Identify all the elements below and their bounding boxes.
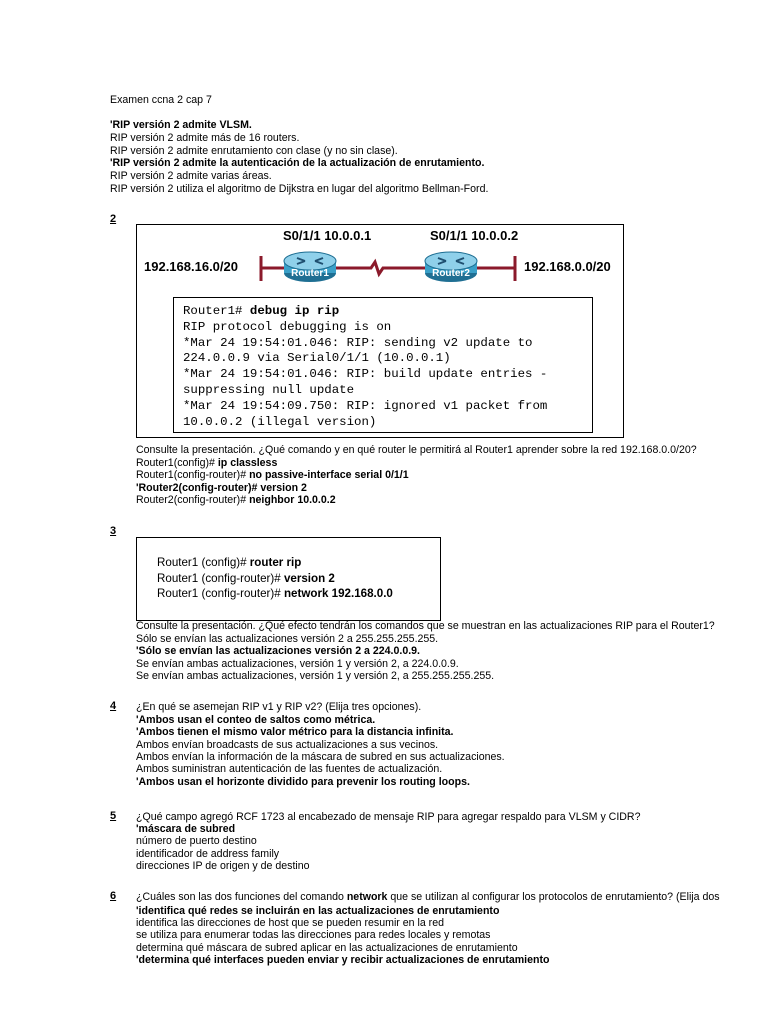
answer-option: Ambos suministran autenticación de las fuentes de actualización. <box>136 763 443 776</box>
answer-option: RIP versión 2 admite más de 16 routers. <box>110 131 300 144</box>
answer-option: RIP versión 2 admite enrutamiento con clase (y no sin clase). <box>110 144 398 157</box>
console-line: RIP protocol debugging is on <box>183 319 392 334</box>
right-network-label: 192.168.0.0/20 <box>524 259 611 274</box>
question-5-text: ¿Qué campo agregó RCF 1723 al encabezado de mensaje RIP para agregar respaldo para VLSM y CIDR? <box>136 811 641 823</box>
console-line: *Mar 24 19:54:01.046: RIP: sending v2 update to <box>183 335 533 350</box>
answer-option: número de puerto destino <box>136 835 257 848</box>
answer-option: 'identifica qué redes se incluirán en las actualizaciones de enrutamiento <box>136 905 500 917</box>
answer-option: 'determina qué interfaces pueden enviar y recibir actualizaciones de enrutamiento <box>136 953 550 966</box>
router2-interface-label: S0/1/1 10.0.0.2 <box>430 228 519 243</box>
answer-option: 'Router2(config-router)# version 2 <box>136 481 307 494</box>
answer-option: 'Sólo se envían las actualizaciones versión 2 a 224.0.0.9. <box>136 645 421 658</box>
console-line: Router1 (config)# router rip <box>157 556 302 569</box>
console-line: suppressing null update <box>183 382 355 397</box>
console-line: Router1 (config-router)# network 192.168.0.0 <box>157 587 393 600</box>
answer-option: Router1(config-router)# no passive-interface serial 0/1/1 <box>136 469 409 482</box>
question-6-text: ¿Cuáles son las dos funciones del comando network que se utilizan al configurar los protocolos de enrutamiento? (Elija dos <box>136 891 720 903</box>
document-title: Examen ccna 2 cap 7 <box>110 94 212 106</box>
question-3-number: 3 <box>110 525 117 537</box>
router1-label: Router1 <box>291 268 329 279</box>
console-line: 224.0.0.9 via Serial0/1/1 (10.0.0.1) <box>183 351 451 366</box>
answer-option: Se envían ambas actualizaciones, versión 1 y versión 2, a 255.255.255.255. <box>136 669 495 682</box>
router1-icon <box>284 252 336 282</box>
question-3-text: Consulte la presentación. ¿Qué efecto tendrán los comandos que se muestran en las actualizaciones RIP para el Router1? <box>136 620 715 632</box>
config-exhibit <box>136 537 441 621</box>
console-line: 10.0.0.2 (illegal version) <box>183 414 377 429</box>
answer-option: Sólo se envían las actualizaciones versión 2 a 255.255.255.255. <box>136 633 439 645</box>
answer-option: Se envían ambas actualizaciones, versión 1 y versión 2, a 224.0.0.9. <box>136 657 459 670</box>
question-4-text: ¿En qué se asemejan RIP v1 y RIP v2? (Elija tres opciones). <box>136 701 422 713</box>
answer-option: 'RIP versión 2 admite VLSM. <box>110 119 252 131</box>
debug-console <box>173 297 593 433</box>
answer-option: RIP versión 2 admite varias áreas. <box>110 170 272 183</box>
question-4-number: 4 <box>110 700 117 712</box>
left-network-label: 192.168.16.0/20 <box>144 259 238 274</box>
question-2-text: Consulte la presentación. ¿Qué comando y en qué router le permitirá al Router1 aprender sobre la red 192.168.0.0/20? <box>136 444 697 456</box>
debug-console-output <box>183 304 547 430</box>
answer-option: Ambos envían la información de la máscara de subred en sus actualizaciones. <box>136 750 505 763</box>
router2-icon <box>425 252 477 282</box>
console-line: *Mar 24 19:54:01.046: RIP: build update entries - <box>183 367 548 382</box>
answer-option: determina qué máscara de subred aplicar en las actualizaciones de enrutamiento <box>136 941 518 954</box>
answer-option: 'RIP versión 2 admite la autenticación de la actualización de enrutamiento. <box>110 157 485 170</box>
question-6-number: 6 <box>110 890 117 902</box>
answer-option: RIP versión 2 utiliza el algoritmo de Dijkstra en lugar del algoritmo Bellman-Ford. <box>110 183 489 195</box>
answer-option: direcciones IP de origen y de destino <box>136 859 310 872</box>
answer-option: se utiliza para enumerar todas las direcciones para redes locales y remotas <box>136 929 491 942</box>
config-commands <box>157 555 393 602</box>
answer-option: 'Ambos usan el conteo de saltos como métrica. <box>136 714 376 726</box>
router2-label: Router2 <box>432 268 470 279</box>
serial-link <box>333 262 427 274</box>
question-2-number: 2 <box>110 213 117 225</box>
answer-option: 'Ambos tienen el mismo valor métrico para la distancia infinita. <box>136 726 454 739</box>
answer-option: identificador de address family <box>136 847 280 860</box>
console-line: Router1# debug ip rip <box>183 304 340 318</box>
answer-option: 'máscara de subred <box>136 823 236 835</box>
question-5-number: 5 <box>110 810 117 822</box>
answer-option: identifica las direcciones de host que se pueden resumir en la red <box>136 917 444 930</box>
answer-option: Router2(config-router)# neighbor 10.0.0.2 <box>136 493 336 506</box>
answer-option: Router1(config)# ip classless <box>136 457 278 469</box>
console-line: Router1 (config-router)# version 2 <box>157 571 335 585</box>
console-line: *Mar 24 19:54:09.750: RIP: ignored v1 packet from <box>183 398 548 413</box>
answer-option: Ambos envían broadcasts de sus actualizaciones a sus vecinos. <box>136 738 439 751</box>
answer-option: 'Ambos usan el horizonte dividido para prevenir los routing loops. <box>136 775 470 788</box>
router1-interface-label: S0/1/1 10.0.0.1 <box>283 228 372 243</box>
network-exhibit <box>136 224 624 438</box>
